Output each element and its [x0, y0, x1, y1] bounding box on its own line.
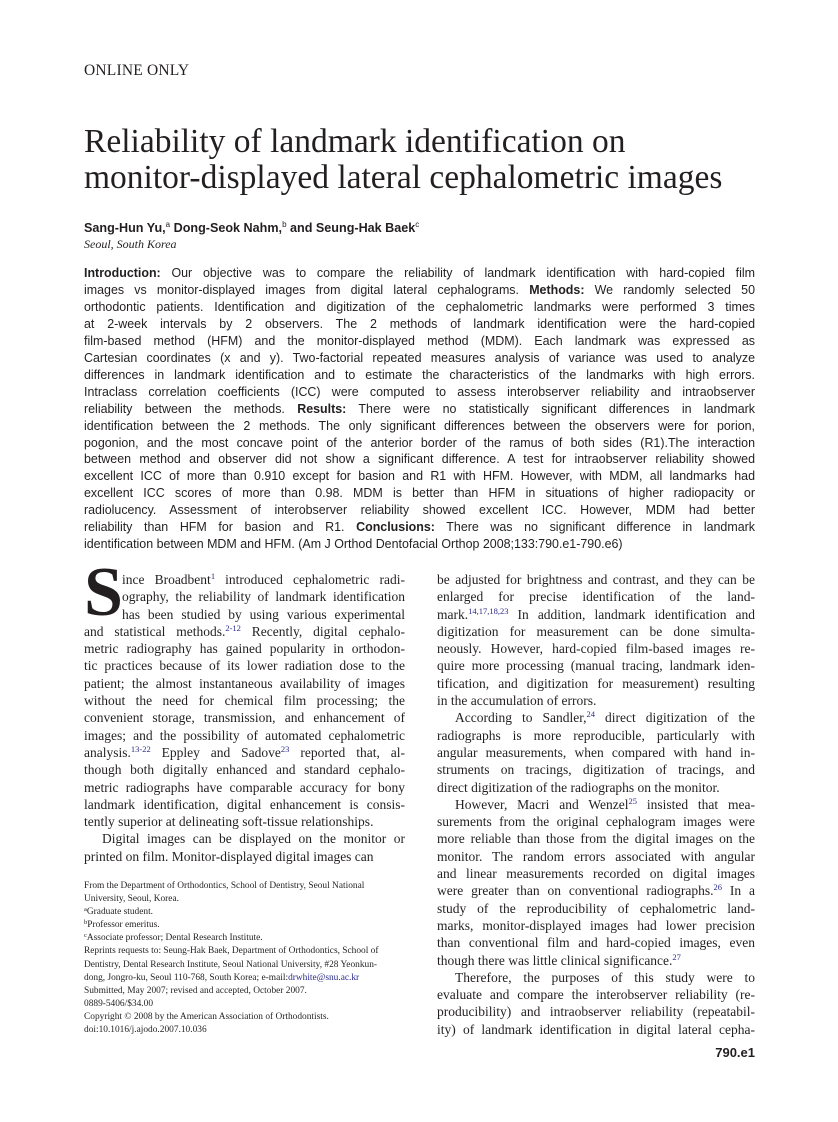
text-run: neously. However, hard-copied film-based images re- — [437, 641, 755, 657]
text-run: ity) of landmark identification in digital lateral cepha- — [437, 1021, 755, 1037]
text-run: orthodontic patients. Identification and digitization of the cephalometric landmarks were performed 3 times — [84, 299, 755, 314]
reference-superscript: 24 — [586, 709, 596, 720]
text-run: in the accumulation of errors. — [437, 693, 597, 709]
text-line — [84, 796, 405, 813]
text-line — [437, 675, 755, 692]
text-run: ince Broadbent — [122, 572, 211, 587]
text-line — [437, 588, 755, 605]
text-line — [84, 451, 755, 468]
text-run: There were no statistically significant differences in landmark — [346, 401, 755, 416]
reference-superscript: a — [84, 906, 87, 914]
text-line — [437, 813, 755, 830]
text-line — [437, 744, 755, 761]
text-line — [437, 692, 755, 709]
text-line — [437, 934, 755, 951]
text-line — [437, 571, 755, 588]
author-name: Sang-Hun Yu, — [84, 221, 166, 236]
text-run: study of the reproducibility of cephalometric land- — [437, 900, 755, 916]
text-line — [437, 952, 755, 969]
text-run: direct digitization of the — [595, 710, 755, 726]
text-run: According to Sandler, — [455, 710, 587, 726]
text-line — [84, 830, 405, 847]
text-line — [84, 384, 755, 401]
text-run: Cartesian coordinates (x and y). Two-factorial repeated measures analysis of variance was used to analyze — [84, 350, 755, 365]
text-line — [84, 435, 755, 452]
text-run: Our objective was to compare the reliability of landmark identification with hard-copied film — [160, 266, 755, 280]
text-run: radiographs is more reproducible, particularly with — [437, 727, 755, 743]
text-line — [84, 880, 404, 893]
text-line — [84, 418, 755, 435]
drop-cap: S — [84, 554, 123, 631]
text-run: reliability between the methods. — [84, 401, 298, 416]
author-list — [84, 220, 419, 235]
text-line — [437, 727, 755, 744]
text-run: Eppley and Sadove — [150, 744, 281, 760]
text-run: Reprints requests to: Seung-Hak Baek, Department of Orthodontics, School of — [84, 946, 379, 957]
reference-superscript: 2-12 — [225, 622, 241, 633]
abstract — [84, 265, 755, 553]
affiliation-mark: b — [282, 220, 287, 229]
text-run: without the need for chemical film processing; the — [84, 693, 405, 709]
text-line — [437, 779, 755, 796]
text-run: tification, and digitization for measurement) resulting — [437, 675, 755, 691]
text-run: were greater than on conventional radiographs. — [437, 883, 714, 899]
text-run: differences in landmark identification and to estimate the characteristics of the landmarks with high errors. — [84, 367, 755, 382]
text-run: Digital images can be displayed on the monitor or — [102, 831, 405, 847]
text-line — [84, 932, 404, 945]
text-run: metric radiographs have comparable accuracy for bony — [84, 779, 405, 795]
title-line: Reliability of landmark identification on — [84, 123, 626, 160]
text-line — [84, 998, 404, 1011]
text-run: identification between MDM and HFM. (Am J Orthod Dentofacial Orthop 2008;133:790.e1-790.e6) — [84, 537, 623, 552]
section-label: ONLINE ONLY — [84, 62, 190, 79]
text-run: tic practices because of its lower radiation dose to the — [84, 658, 405, 674]
text-line — [437, 623, 755, 640]
text-line — [84, 316, 755, 333]
text-line — [84, 299, 755, 316]
text-line — [84, 972, 404, 985]
body-column-right — [437, 571, 755, 1038]
text-run: struments on tracings, digitization of tracings, and — [437, 762, 755, 778]
text-run: radiolucency. Assessment of interobserver reliability showed excellent ICC. However, MDM had better — [84, 503, 755, 518]
text-run: Recently, digital cephalo- — [240, 623, 405, 639]
text-run: doi:10.1016/j.ajodo.2007.10.036 — [84, 1025, 207, 1036]
text-line — [437, 986, 755, 1003]
text-run: Associate professor; Dental Research Institute. — [86, 933, 263, 944]
text-run: has been studied by using various experimental — [122, 606, 405, 622]
text-run: images vs monitor-displayed images from digital lateral cephalograms. — [84, 282, 530, 297]
text-run: University, Seoul, Korea. — [84, 894, 179, 905]
text-run: printed on film. Monitor-displayed digital images can — [84, 848, 374, 864]
text-run: Intraclass correlation coefficients (ICC) were computed to assess interobserver reliability and intraobserver — [84, 384, 755, 399]
reference-superscript: 13-22 — [130, 743, 151, 754]
text-run: monitor. The random errors associated with angular — [437, 848, 755, 864]
text-run: identification between the 2 methods. The only significant differences between the observers were for porion, — [84, 418, 755, 433]
reference-superscript: 23 — [280, 743, 290, 754]
text-line — [437, 917, 755, 934]
text-line — [84, 709, 405, 726]
text-run: more reliable than those from the digital images on the — [437, 831, 755, 847]
author-name: and Seung-Hak Baek — [286, 221, 416, 236]
text-line — [84, 779, 405, 796]
text-line — [84, 367, 755, 384]
text-run: insisted that mea- — [636, 796, 755, 812]
text-run: reliability than HFM for basion and R1. — [84, 520, 357, 535]
text-run: producibility) and intraobserver reliability (repeatabil- — [437, 1004, 755, 1020]
text-line — [84, 848, 405, 865]
text-run: between method and observer did not show a significant difference. A test for intraobserver reliability showed — [84, 452, 755, 467]
text-run: However, Macri and Wenzel — [455, 796, 629, 812]
text-run: angular measurements, when compared with hand in- — [437, 744, 755, 760]
text-line — [84, 906, 404, 919]
reference-superscript: 14,17,18,23 — [468, 605, 509, 616]
text-line — [84, 536, 755, 553]
text-run: and linear measurements recorded on digital images — [437, 866, 755, 882]
abstract-section-heading: Methods: — [529, 282, 585, 297]
text-run: digitization for measurement can be done simulta- — [437, 623, 755, 639]
text-line — [437, 709, 755, 726]
text-line — [84, 893, 404, 906]
text-run: Therefore, the purposes of this study were to — [455, 969, 755, 985]
affiliation-mark: c — [415, 220, 420, 229]
text-line — [84, 502, 755, 519]
text-line — [84, 519, 755, 536]
text-run: 0889-5406/$34.00 — [84, 998, 154, 1009]
text-run: reported that, al- — [289, 744, 405, 760]
text-line — [437, 1003, 755, 1020]
text-line — [437, 796, 755, 813]
text-run: Copyright © 2008 by the American Association of Orthodontists. — [84, 1011, 329, 1022]
reference-superscript: 25 — [628, 795, 637, 806]
text-line — [84, 265, 755, 282]
text-run: though there was little clinical significance. — [437, 952, 673, 968]
page-number: 790.e1 — [715, 1045, 755, 1060]
text-line — [84, 1024, 404, 1037]
text-line — [84, 588, 405, 605]
text-run: convenient storage, transmission, and enhancement of — [84, 710, 405, 726]
text-line — [437, 1021, 755, 1038]
reference-superscript: b — [84, 919, 88, 927]
reference-superscript: c — [84, 932, 87, 940]
abstract-section-heading: Conclusions: — [356, 520, 435, 535]
text-line — [437, 969, 755, 986]
text-line — [84, 657, 405, 674]
reference-superscript: 27 — [672, 951, 681, 962]
text-run: surements from the original cephalogram images were — [437, 814, 755, 830]
text-run: landmark identification, digital enhancement is consis- — [84, 796, 405, 812]
text-line — [84, 606, 405, 623]
text-line — [84, 985, 404, 998]
text-line — [84, 727, 405, 744]
text-run: at 2-week intervals by 2 observers. The 2 methods of landmark identification were the hard-copied — [84, 316, 755, 331]
text-run: than conventional film and hard-copied images, even — [437, 935, 755, 951]
text-run: introduced cephalometric radi- — [215, 572, 405, 587]
text-run: direct digitization of the radiographs on the monitor. — [437, 779, 720, 795]
text-run: mark. — [437, 606, 469, 622]
text-run: and statistical methods. — [84, 623, 226, 639]
text-run: be adjusted for brightness and contrast, and they can be — [437, 572, 755, 587]
title-line: monitor-displayed lateral cephalometric images — [84, 159, 723, 196]
affiliation-mark: a — [165, 220, 171, 229]
text-line — [437, 848, 755, 865]
text-line — [84, 692, 405, 709]
text-run: analysis. — [84, 744, 131, 760]
text-run: ography, the reliability of landmark identification — [122, 589, 405, 605]
text-run: film-based method (HFM) and the monitor-displayed method (MDM). Each landmark was expressed as — [84, 333, 755, 348]
text-line — [84, 919, 404, 932]
text-run: dong, Jongro-ku, Seoul 110-768, South Korea; e-mail: — [84, 972, 289, 983]
text-run: Professor emeritus. — [87, 920, 160, 931]
text-run: excellent ICC of more than 0.910 except for basion and R1 with HFM. However, with MDM, all landmarks had — [84, 469, 755, 484]
text-run: images; and the possibility of automated cephalometric — [84, 727, 405, 743]
abstract-section-heading: Results: — [297, 401, 347, 416]
text-line — [84, 813, 405, 830]
footnotes — [84, 880, 404, 1037]
text-run: excellent ICC scores of more than 0.98. MDM is better than HFM in situations of higher radiopacity or — [84, 486, 755, 501]
text-line — [437, 640, 755, 657]
text-line — [437, 865, 755, 882]
text-run: enlarged for precise identification of the land- — [437, 589, 755, 605]
text-line — [84, 623, 405, 640]
text-line — [437, 882, 755, 899]
text-line — [84, 761, 405, 778]
text-run: In addition, landmark identification and — [508, 606, 755, 622]
text-line — [84, 744, 405, 761]
text-line — [437, 606, 755, 623]
abstract-section-heading: Introduction: — [84, 266, 161, 280]
text-run: Dentistry, Dental Research Institute, Seoul National University, #28 Yeonkun- — [84, 959, 378, 970]
text-line — [84, 333, 755, 350]
text-run: quire more processing (manual tracing, landmark iden- — [437, 658, 755, 674]
text-line — [84, 640, 405, 657]
body-column-left — [84, 571, 405, 865]
text-line — [84, 282, 755, 299]
author-name: Dong-Seok Nahm, — [170, 221, 283, 236]
text-run: Graduate student. — [86, 907, 154, 918]
text-run: tently superior at delineating soft-tissue relationships. — [84, 814, 374, 830]
reference-superscript: 26 — [713, 882, 723, 893]
text-line — [84, 675, 405, 692]
reference-superscript: 1 — [210, 571, 216, 581]
article-title — [84, 124, 784, 196]
text-run: In a — [722, 883, 755, 899]
text-run: pogonion, and the most concave point of the anterior border of the ramus of both sides (R1).The interaction — [84, 435, 755, 450]
text-line — [84, 401, 755, 418]
text-run: There was no significant difference in landmark — [434, 520, 755, 535]
text-run: patient; the almost instantaneous availability of images — [84, 675, 405, 691]
text-run: Submitted, May 2007; revised and accepted, October 2007. — [84, 985, 307, 996]
text-line — [84, 350, 755, 367]
email-link[interactable]: drwhite@snu.ac.kr — [288, 972, 360, 983]
text-line — [84, 945, 404, 958]
text-line — [84, 571, 405, 588]
text-run: evaluate and compare the interobserver reliability (re- — [437, 987, 755, 1003]
text-line — [84, 959, 404, 972]
text-run: though both digitally enhanced and standard cephalo- — [84, 762, 405, 778]
text-line — [437, 900, 755, 917]
text-run: From the Department of Orthodontics, School of Dentistry, Seoul National — [84, 881, 365, 891]
text-line — [84, 485, 755, 502]
text-run: marks, monitor-displayed images had lower precision — [437, 917, 755, 933]
text-run: We randomly selected 50 — [584, 282, 755, 297]
author-location: Seoul, South Korea — [84, 237, 177, 251]
text-run: metric radiography has gained popularity in orthodon- — [84, 641, 405, 657]
text-line — [437, 830, 755, 847]
text-line — [437, 761, 755, 778]
text-line — [437, 657, 755, 674]
text-line — [84, 1011, 404, 1024]
text-line — [84, 468, 755, 485]
